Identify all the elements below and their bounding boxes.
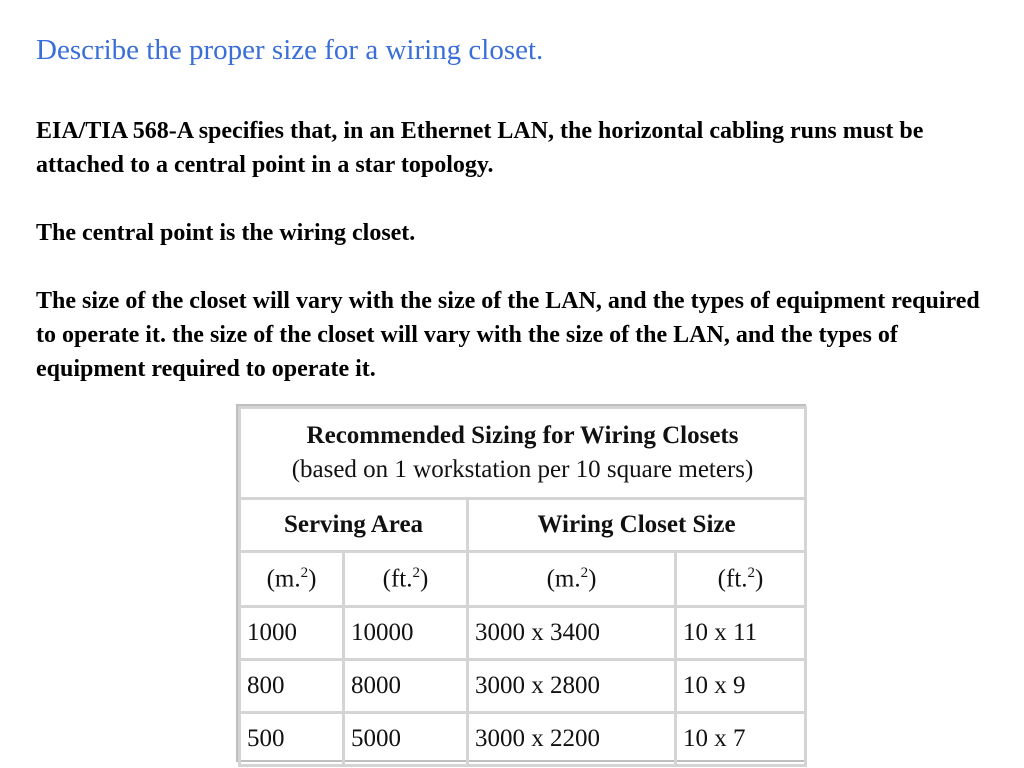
sizing-table-grid xyxy=(238,406,807,767)
table-cell: 10 x 9 xyxy=(676,660,806,713)
unit-header-row xyxy=(240,552,806,607)
table-subtitle: (based on 1 workstation per 10 square meters) xyxy=(291,456,754,483)
table-title: Recommended Sizing for Wiring Closets xyxy=(306,422,739,449)
wiring-closet-size-header: Wiring Closet Size xyxy=(468,499,806,552)
unit-header-closet-ft2: (ft.$^2$) xyxy=(676,552,806,607)
table-cell: 3000 x 2200 xyxy=(468,713,676,766)
serving-area-header: Serving Area xyxy=(240,499,468,552)
paragraph-closet-size: The size of the closet will vary with the size of the LAN, and the types of equipment required to operate it. the size of the closet will vary with the size of the LAN, and the types of equipment required to operate it. xyxy=(36,288,980,382)
table-row xyxy=(240,660,806,713)
table-row xyxy=(240,713,806,766)
table-cell: 1000 xyxy=(240,607,344,660)
paragraph-central-point: The central point is the wiring closet. xyxy=(36,220,416,246)
table-cell: 3000 x 2800 xyxy=(468,660,676,713)
table-cell: 10 x 11 xyxy=(676,607,806,660)
table-row xyxy=(240,607,806,660)
table-caption xyxy=(240,408,806,499)
wiring-closet-sizing-table xyxy=(236,404,806,762)
unit-header-serving-ft2: (ft.$^2$) xyxy=(344,552,468,607)
paragraph-star-topology: EIA/TIA 568-A specifies that, in an Ethernet LAN, the horizontal cabling runs must be attached to a central point in a star topology. xyxy=(36,118,924,178)
group-header-row xyxy=(240,499,806,552)
slide-title: Describe the proper size for a wiring closet. xyxy=(36,34,544,66)
table-cell: 500 xyxy=(240,713,344,766)
table-cell: 8000 xyxy=(344,660,468,713)
unit-header-closet-m2: (m.$^2$) xyxy=(468,552,676,607)
table-cell: 3000 x 3400 xyxy=(468,607,676,660)
table-cell: 10 x 7 xyxy=(676,713,806,766)
table-cell: 800 xyxy=(240,660,344,713)
table-caption-row xyxy=(240,408,806,499)
unit-header-serving-m2: (m.$^2$) xyxy=(240,552,344,607)
table-cell: 10000 xyxy=(344,607,468,660)
table-cell: 5000 xyxy=(344,713,468,766)
